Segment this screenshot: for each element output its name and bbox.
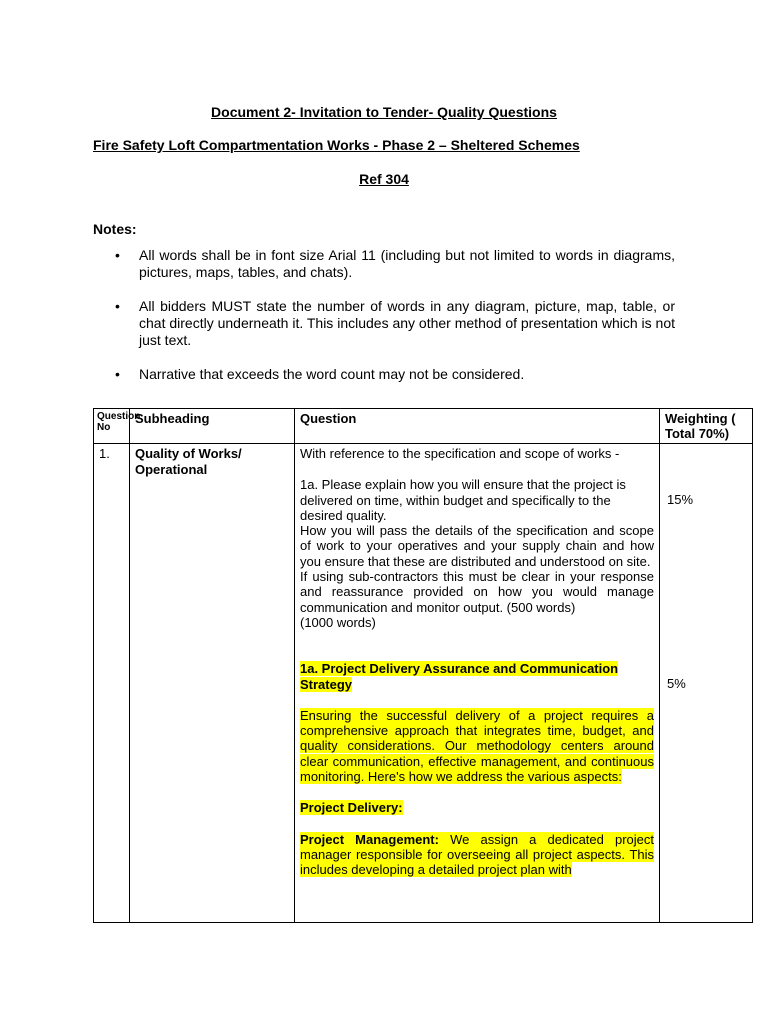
notes-list	[93, 247, 675, 400]
table-row	[94, 444, 753, 923]
header-question: Question	[295, 409, 660, 444]
table-header-row	[94, 409, 753, 444]
project-delivery-heading: Project Delivery:	[300, 800, 403, 816]
project-management-text: We assign a dedicated project manager responsible for overseeing all project aspects. This includes developing a detailed project plan with	[300, 831, 654, 878]
answer-intro: Ensuring the successful delivery of a project requires a comprehensive approach that integrates time, budget, and quality considerations. Our methodology centers around clear communication, effective management, and continuous monitoring. Here's how we address the various aspects:	[300, 707, 654, 785]
weighting-value: 5%	[667, 676, 686, 691]
question-intro: With reference to the specification and scope of works -	[300, 446, 620, 461]
answer-heading: 1a. Project Delivery Assurance and Communication Strategy	[300, 661, 619, 692]
question-1a-detail: How you will pass the details of the specification and scope of work to your operatives and your supply chain and how you ensure that these are distributed and understood on site.	[300, 523, 654, 569]
reference-number: Ref 304	[359, 171, 409, 187]
notes-item: • Narrative that exceeds the word count may not be considered.	[93, 366, 675, 383]
document-title: Document 2- Invitation to Tender- Quality Questions	[211, 104, 557, 120]
weighting-cell	[660, 444, 753, 923]
question-number	[94, 444, 130, 923]
question-number-text: 1.	[99, 446, 110, 461]
weighting-value: 15%	[667, 492, 694, 507]
project-title: Fire Safety Loft Compartmentation Works - Phase 2 – Sheltered Schemes	[93, 137, 580, 153]
question-word-limit: (1000 words)	[300, 614, 376, 630]
subheading-text: Quality of Works/ Operational	[135, 446, 242, 477]
notes-item: • All words shall be in font size Arial 11 (including but not limited to words in diagrams, pictures, maps, tables, and chats).	[93, 247, 675, 281]
header-weighting: Weighting ( Total 70%)	[660, 409, 753, 444]
header-question-no: Question No	[94, 409, 130, 444]
subheading-cell	[130, 444, 295, 923]
quality-questions-table	[93, 408, 753, 923]
question-cell	[295, 444, 660, 923]
notes-item: • All bidders MUST state the number of words in any diagram, picture, map, table, or chat directly underneath it. This includes any other method of presentation which is not just text.	[93, 298, 675, 349]
header-subheading: Subheading	[130, 409, 295, 444]
notes-heading: Notes:	[93, 221, 137, 237]
project-management-label: Project Management:	[300, 831, 439, 847]
question-1a-subcontractors: If using sub-contractors this must be clear in your response and reassurance provided on how you would manage communication and monitor output. (500 words)	[300, 569, 654, 615]
question-1a-text: 1a. Please explain how you will ensure that the project is delivered on time, within budget and specifically to the desired quality.	[300, 477, 626, 523]
